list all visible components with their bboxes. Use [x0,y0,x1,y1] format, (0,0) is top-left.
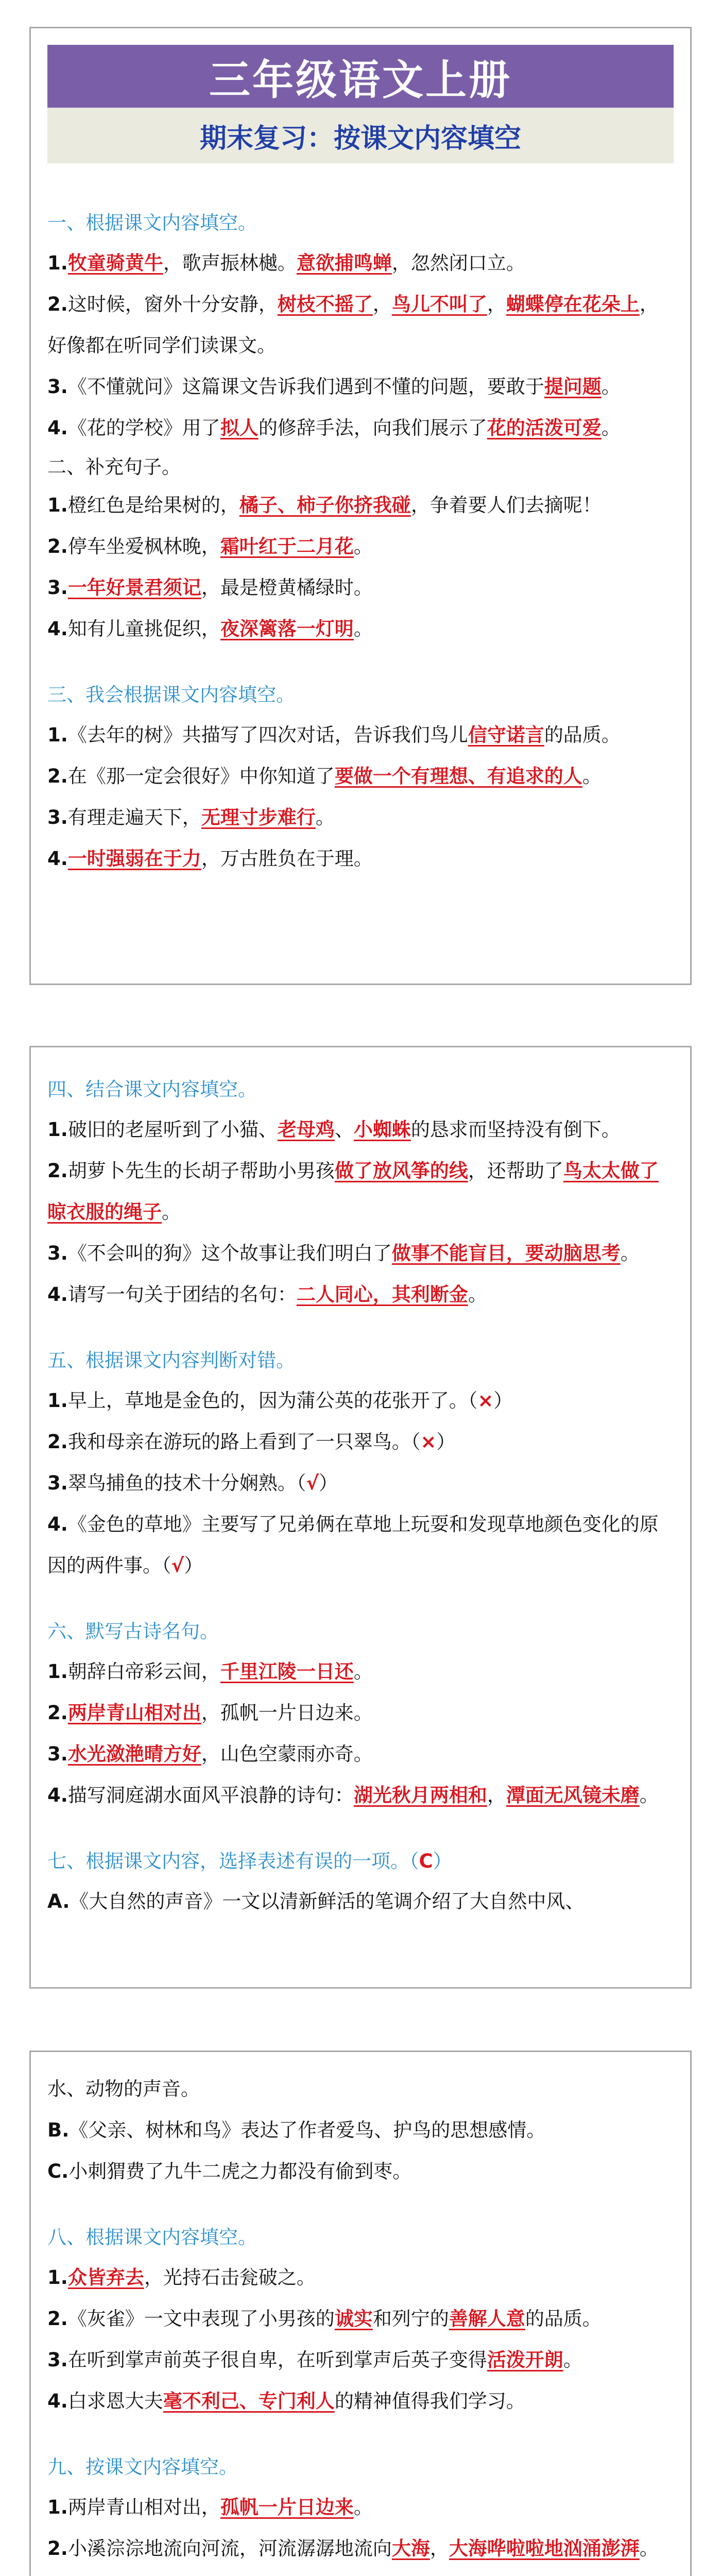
item-text: ，孤帆一片日边来。 [201,1702,373,1724]
item-text: 小溪淙淙地流向河流，河流潺潺地流向 [67,2537,392,2560]
fill-in-answer: 鸟儿不叫了 [391,293,487,315]
item-text: ） [493,1389,513,1412]
list-item [47,284,674,366]
item-text: 《大自然的声音》一文以清新鲜活的笔调介绍了大自然中风、 [70,1890,585,1912]
section-8 [47,2222,674,2422]
item-text: 和列宁的 [372,2308,449,2330]
item-text: 的品质。 [544,724,621,746]
title-banner [47,45,674,108]
item-number: 4. [47,1784,68,1806]
item-text: 在听到掌声前英子很自卑，在听到掌声后英子变得 [67,2349,487,2371]
item-text: ， [372,293,392,315]
item-text: ，光持石击瓮破之。 [144,2266,316,2289]
list-item [47,715,674,756]
fill-in-answer: 做事不能盲目，要动脑思考 [391,1242,621,1264]
list-item [47,1233,674,1274]
item-text: ，好像都在听同学们读课文。 [47,293,659,357]
item-text: 的修辞手法，向我们展示了 [258,417,487,439]
list-item [47,2110,674,2151]
item-number: 2. [47,2537,68,2560]
item-number: 1. [47,1660,68,1683]
item-text: 我和母亲在游玩的路上看到了一只翠鸟。（ [67,1431,421,1453]
item-number: 3. [47,376,68,398]
item-text: 翠鸟捕鱼的技术十分娴熟。（ [67,1472,306,1494]
fill-in-answer: 一年好景君须记 [67,577,201,599]
item-text: 的品质。 [525,2308,602,2330]
judgement-mark: × [477,1389,494,1412]
section-title [47,1846,674,1877]
fill-in-answer: 孤帆一片日边来 [220,2496,354,2518]
list-item [47,2487,674,2528]
list-item [47,1734,674,1775]
item-text: 水、动物的声音。 [47,2078,200,2100]
item-number: 1. [47,1118,68,1141]
subtitle-banner [47,108,674,163]
item-text: ，万古胜负在于理。 [201,848,373,870]
item-text: 的恳求而坚持没有倒下。 [410,1118,621,1141]
fill-in-answer: 小蜘蛛 [353,1118,411,1141]
section-1 [47,208,674,449]
item-text: 《灰雀》一文中表现了小男孩的 [67,2308,335,2330]
item-text: ，歌声振林樾。 [163,252,297,274]
item-text: 知有儿童挑促织， [67,618,220,640]
item-text: 《不会叫的狗》这个故事让我们明白了 [67,1242,392,1264]
item-text: ， [430,2537,449,2560]
item-number: C. [47,2160,69,2182]
item-text: 。 [468,1283,487,1306]
worksheet-page-1 [29,27,692,985]
item-text: 朝辞白帝彩云间， [67,1660,220,1683]
item-number: 4. [47,1513,68,1535]
item-number: 1. [47,252,68,274]
item-text: 《去年的树》共描写了四次对话，告诉我们鸟儿 [67,724,468,746]
item-text: 。 [601,417,621,439]
section-items [47,485,674,650]
section-title: 四、结合课文内容填空。 [47,1078,257,1100]
page-subtitle: 期末复习：按课文内容填空 [199,122,521,154]
fill-in-answer: 活泼开朗 [487,2349,563,2371]
list-item [47,756,674,797]
list-item [47,1775,674,1816]
list-item [47,838,674,879]
section-title-text: 七、根据课文内容，选择表述有误的一项。（ [47,1850,419,1872]
item-text: 《父亲、树林和鸟》表达了作者爱鸟、护鸟的思想感情。 [69,2119,546,2141]
item-number: 2. [47,535,68,557]
section-title: 三、我会根据课文内容填空。 [47,684,295,706]
item-text: ，还帮助了 [468,1160,563,1182]
item-number: 2. [47,2308,68,2330]
fill-in-answer: 水光潋滟晴方好 [67,1743,201,1765]
fill-in-answer: 潭面无风镜未磨 [506,1784,640,1806]
item-text: ， [487,293,506,315]
item-number: 4. [47,848,68,870]
fill-in-answer: 蝴蝶停在花朵上 [506,293,640,315]
section-items [47,243,674,449]
list-item [47,1150,674,1233]
section-3 [47,680,674,879]
list-item [47,485,674,526]
fill-in-answer: 众皆弃去 [67,2266,144,2289]
fill-in-answer: 湖光秋月两相和 [353,1784,487,1806]
item-number: B. [47,2119,70,2141]
list-item [47,1421,674,1463]
section-7-continued [47,2069,674,2192]
item-number: 3. [47,1743,68,1765]
item-number: A. [47,1890,70,1912]
list-item [47,526,674,567]
list-item [47,2151,674,2192]
item-text: 。 [162,1201,181,1223]
item-number: 1. [47,724,68,746]
list-item [47,2381,674,2422]
item-text: ，最是橙黄橘绿时。 [201,577,373,599]
section-2 [47,452,674,650]
worksheet-page-2 [29,1046,692,1989]
item-number: 2. [47,1160,68,1182]
fill-in-answer: 毫不利己、专门利人 [163,2390,335,2412]
list-item [47,797,674,838]
item-text: 。 [315,806,335,828]
item-text: 。 [620,1242,640,1264]
item-number: 3. [47,2349,68,2371]
section-title: 八、根据课文内容填空。 [47,2226,257,2248]
fill-in-answer: 树枝不摇了 [277,293,373,315]
item-text: ） [184,1554,203,1577]
item-text: 胡萝卜先生的长胡子帮助小男孩 [67,1160,335,1182]
fill-in-answer: 二人同心，其利断金 [296,1283,468,1306]
item-number: 1. [47,2266,68,2289]
item-number: 1. [47,1389,68,1412]
list-item [47,366,674,408]
list-item [47,2528,674,2569]
item-text: 。 [353,1660,373,1683]
list-item [47,2340,674,2381]
fill-in-answer: 老母鸡 [277,1118,335,1141]
section-6 [47,1616,674,1816]
fill-in-answer: 橘子、柿子你挤我碰 [239,494,411,516]
item-number: 4. [47,618,68,640]
item-number: 4. [47,1283,68,1306]
item-text: 有理走遍天下， [67,806,201,828]
item-number: 3. [47,1242,68,1264]
fill-in-answer: 善解人意 [449,2308,525,2330]
item-text: ， [487,1784,506,1806]
list-item [47,608,674,650]
item-text: 。 [639,2537,659,2560]
section-items [47,2487,674,2576]
section-items [47,1881,674,1922]
section-items [47,2257,674,2422]
section-5 [47,1345,674,1586]
item-text: 。 [353,618,373,640]
item-text: 描写洞庭湖水面风平浪静的诗句： [67,1784,354,1806]
fill-in-answer: 两岸青山相对出 [67,1702,201,1724]
fill-in-answer: 鸟太太做了晾衣服的绳子 [47,1160,659,1223]
item-text: 请写一句关于团结的名句： [67,1283,297,1306]
item-text: 。 [601,376,621,398]
item-text: 两岸青山相对出， [67,2496,220,2518]
judgement-mark: √ [171,1554,184,1577]
fill-in-answer: 牧童骑黄牛 [67,252,163,274]
item-text: 、 [334,1118,354,1141]
item-number: 3. [47,806,68,828]
list-item [47,1504,674,1586]
item-text: 《金色的草地》主要写了兄弟俩在草地上玩耍和发现草地颜色变化的原因的两件事。（ [47,1513,659,1577]
item-text: ，忽然闭口立。 [391,252,525,274]
list-item [47,1692,674,1734]
fill-in-answer: 提问题 [544,376,602,398]
item-text: 《花的学校》用了 [67,417,220,439]
item-number: 2. [47,1431,68,1453]
section-9 [47,2452,674,2576]
list-item [47,567,674,608]
item-number: 3. [47,1472,68,1494]
item-text: ） [319,1472,338,1494]
fill-in-answer: 大海 [391,2537,430,2560]
section-title: 二、补充句子。 [47,456,181,478]
section-title: 一、根据课文内容填空。 [47,212,257,234]
item-text: 白求恩大夫 [67,2390,163,2412]
fill-in-answer: 拟人 [220,417,259,439]
item-text: 橙红色是给果树的， [67,494,239,516]
item-number: 2. [47,1702,68,1724]
section-4 [47,1074,674,1315]
fill-in-answer: 意欲捕鸣蝉 [296,252,392,274]
item-text: 。 [639,1784,659,1806]
item-text: 。 [582,765,602,787]
list-item [47,1380,674,1421]
fill-in-answer: 无理寸步难行 [201,806,316,828]
judgement-mark: × [420,1431,437,1453]
list-item [47,243,674,284]
section-title: 六、默写古诗名句。 [47,1620,219,1642]
fill-in-answer: 花的活泼可爱 [487,417,602,439]
choice-answer: C [419,1850,433,1872]
item-number: 4. [47,417,68,439]
item-number: 2. [47,293,68,315]
list-item [47,2298,674,2340]
item-number: 3. [47,577,68,599]
section-items [47,1109,674,1315]
list-item [47,1881,674,1922]
item-text: 。 [563,2349,582,2371]
list-item [47,1109,674,1150]
list-item [47,2069,674,2110]
fill-in-answer: 大海哗啦啦地汹涌澎湃 [449,2537,640,2560]
fill-in-answer: 做了放风筝的线 [334,1160,468,1182]
item-text: 这时候，窗外十分安静， [67,293,278,315]
section-7 [47,1846,674,1922]
fill-in-answer: 要做一个有理想、有追求的人 [334,765,582,787]
list-item [47,2257,674,2298]
item-text: 停车坐爱枫林晚， [67,535,220,557]
list-item [47,1463,674,1504]
item-text: ，山色空蒙雨亦奇。 [201,1743,373,1765]
fill-in-answer: 千里江陵一日还 [220,1660,354,1683]
item-text: 在《那一定会很好》中你知道了 [67,765,335,787]
section-items [47,715,674,879]
fill-in-answer: 夜深篱落一灯明 [220,618,354,640]
fill-in-answer: 信守诺言 [468,724,544,746]
judgement-mark: √ [306,1472,319,1494]
item-number: 1. [47,494,68,516]
section-items [47,1651,674,1816]
item-text: ） [436,1431,456,1453]
fill-in-answer: 一时强弱在于力 [67,848,201,870]
section-title: 五、根据课文内容判断对错。 [47,1349,295,1371]
item-number: 4. [47,2390,68,2412]
list-item [47,2569,674,2576]
item-number: 2. [47,765,68,787]
item-text: 小刺猬费了九牛二虎之力都没有偷到枣。 [68,2160,412,2182]
item-text: 。 [353,535,373,557]
section-items [47,1380,674,1586]
list-item [47,1651,674,1692]
item-text: 早上，草地是金色的，因为蒲公英的花张开了。（ [67,1389,478,1412]
item-text: 《不懂就问》这篇课文告诉我们遇到不懂的问题，要敢于 [67,376,544,398]
section-title: 九、按课文内容填空。 [47,2456,238,2478]
worksheet-page-3 [29,2050,692,2576]
fill-in-answer: 霜叶红于二月花 [220,535,354,557]
list-item [47,1274,674,1315]
item-text: ，争着要人们去摘呢！ [410,494,602,516]
section-items [47,2069,674,2192]
item-number: 1. [47,2496,68,2518]
item-text: 的精神值得我们学习。 [334,2390,525,2412]
item-text: 破旧的老屋听到了小猫、 [67,1118,278,1141]
list-item [47,408,674,449]
fill-in-answer: 诚实 [334,2308,373,2330]
section-title-close: ） [433,1850,452,1872]
page-title: 三年级语文上册 [209,56,512,104]
item-text: 。 [353,2496,373,2518]
